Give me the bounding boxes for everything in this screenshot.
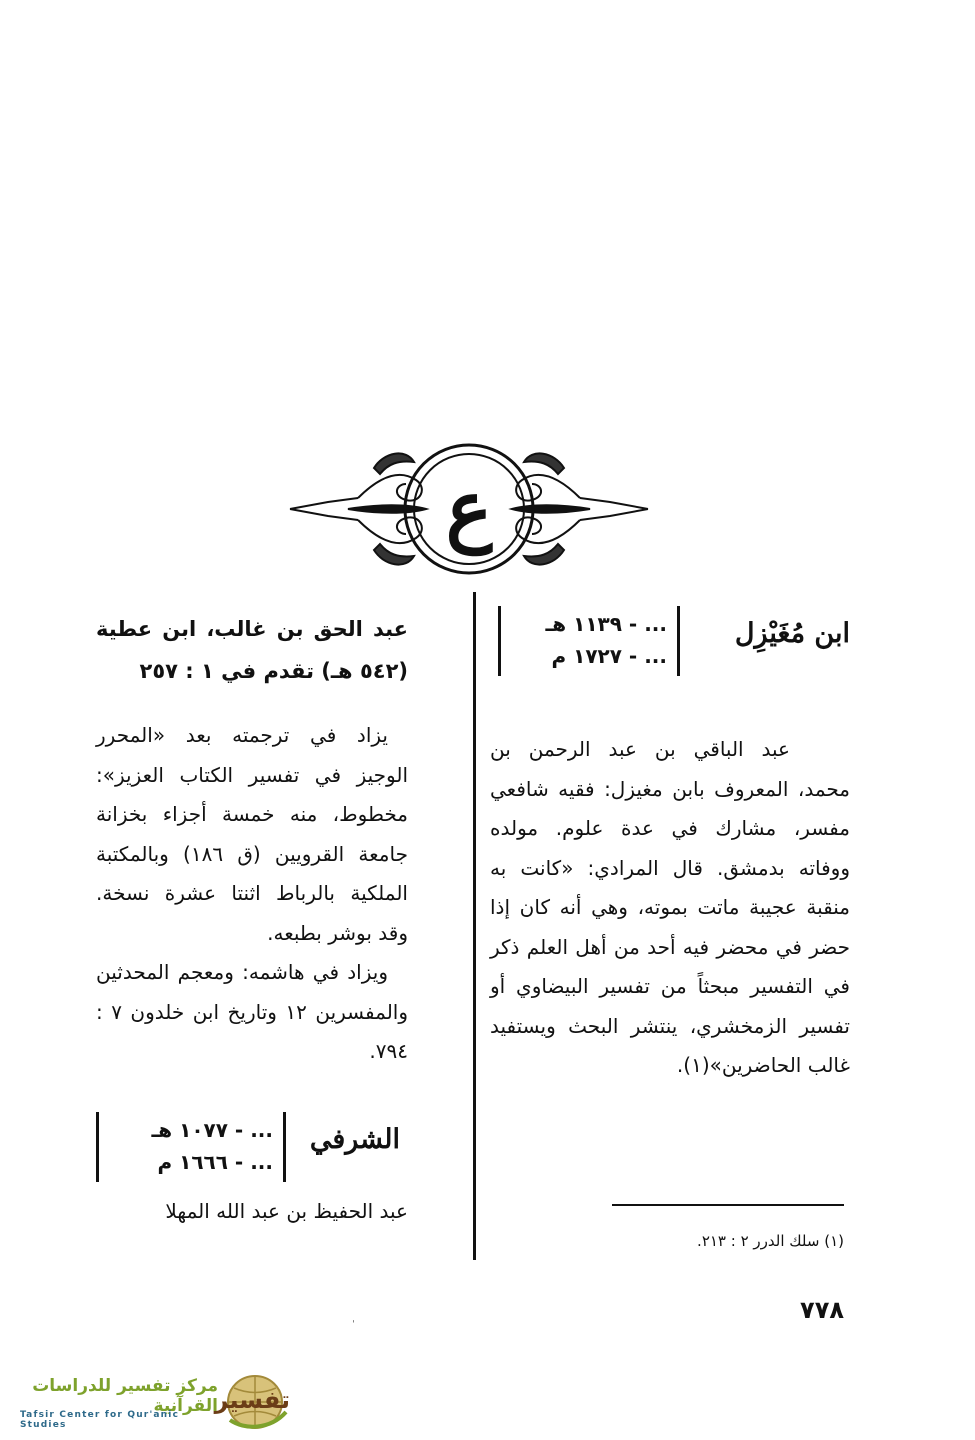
column-divider — [473, 592, 476, 1260]
entry-sharafi-header — [96, 1106, 408, 1186]
entry-body: عبد الباقي بن عبد الرحمن بن محمد، المعروف بابن مغيزل: فقيه شافعي مفسر، مشارك في عدة علوم. مولده ووفاته بدمشق. قال المرادي: «كانت به منقبة عجيبة ماتت بموته، وهي أنه كان إذا حضر في محضر فيه أحد من أهل العلم ذكر في التفسير مبحثاً من تفسير البيضاوي أو تفسير الزمخشري، ينتشر البحث ويستفيد غالب الحاضرين»(١). — [490, 737, 850, 1077]
entry-body-2: ويزاد في هاشمه: ومعجم المحدثين والمفسرين ١٢ وتاريخ ابن خلدون ٧ : ٧٩٤. — [96, 960, 409, 1063]
section-ornament — [288, 438, 650, 580]
scan-mark: ˈ — [352, 1320, 355, 1331]
footnote-rule — [612, 1204, 844, 1206]
entry-header — [490, 600, 850, 680]
logo-mark-word: تفسير — [214, 1386, 290, 1414]
section-letter: ع — [445, 464, 493, 555]
footnote: (١) سلك الدرر ٢ : ٢١٣. — [697, 1232, 844, 1250]
entry-sharafi-body: عبد الحفيظ بن عبد الله المهلا — [165, 1198, 408, 1223]
entry-heading: عبد الحق بن غالب، ابن عطية (٥٤٢ هـ) تقدم في ١ : ٢٥٧ — [96, 617, 408, 683]
entry-dates-gregorian: ... - ١٧٢٧ م — [551, 644, 667, 668]
logo-arabic-name: مركز تفسير للدراسات القرآنية — [32, 1376, 218, 1416]
page-number: ٧٧٨ — [800, 1296, 844, 1324]
entry-ibn-mughayzil — [490, 600, 850, 1086]
globe-icon — [214, 1372, 290, 1432]
entry-ibn-atiyya — [96, 608, 408, 1231]
entry-dates-hijri: ... - ١١٣٩ هـ — [545, 612, 667, 636]
entry-dates-hijri: ... - ١٠٧٧ هـ — [151, 1117, 273, 1142]
entry-dates-bracket — [498, 606, 680, 676]
entry-name: الشرفي — [309, 1123, 400, 1155]
tafsir-center-logo — [14, 1370, 290, 1434]
logo-english-name: Tafsir Center for Qur'anic Studies — [20, 1410, 180, 1430]
entry-body-1: يزاد في ترجمته بعد «المحرر الوجيز في تفسير الكتاب العزيز»: مخطوط، منه خمسة أجزاء بخزانة جامعة القرويين (ق ١٨٦) وبالمكتبة الملكية بالرباط اثنتا عشرة نسخة. وقد بوشر بطبعه. — [96, 723, 408, 945]
entry-dates-gregorian: ... - ١٦٦٦ م — [157, 1149, 273, 1174]
entry-name: ابن مُغَيْزِل — [734, 618, 850, 649]
entry-dates-bracket — [96, 1112, 286, 1182]
